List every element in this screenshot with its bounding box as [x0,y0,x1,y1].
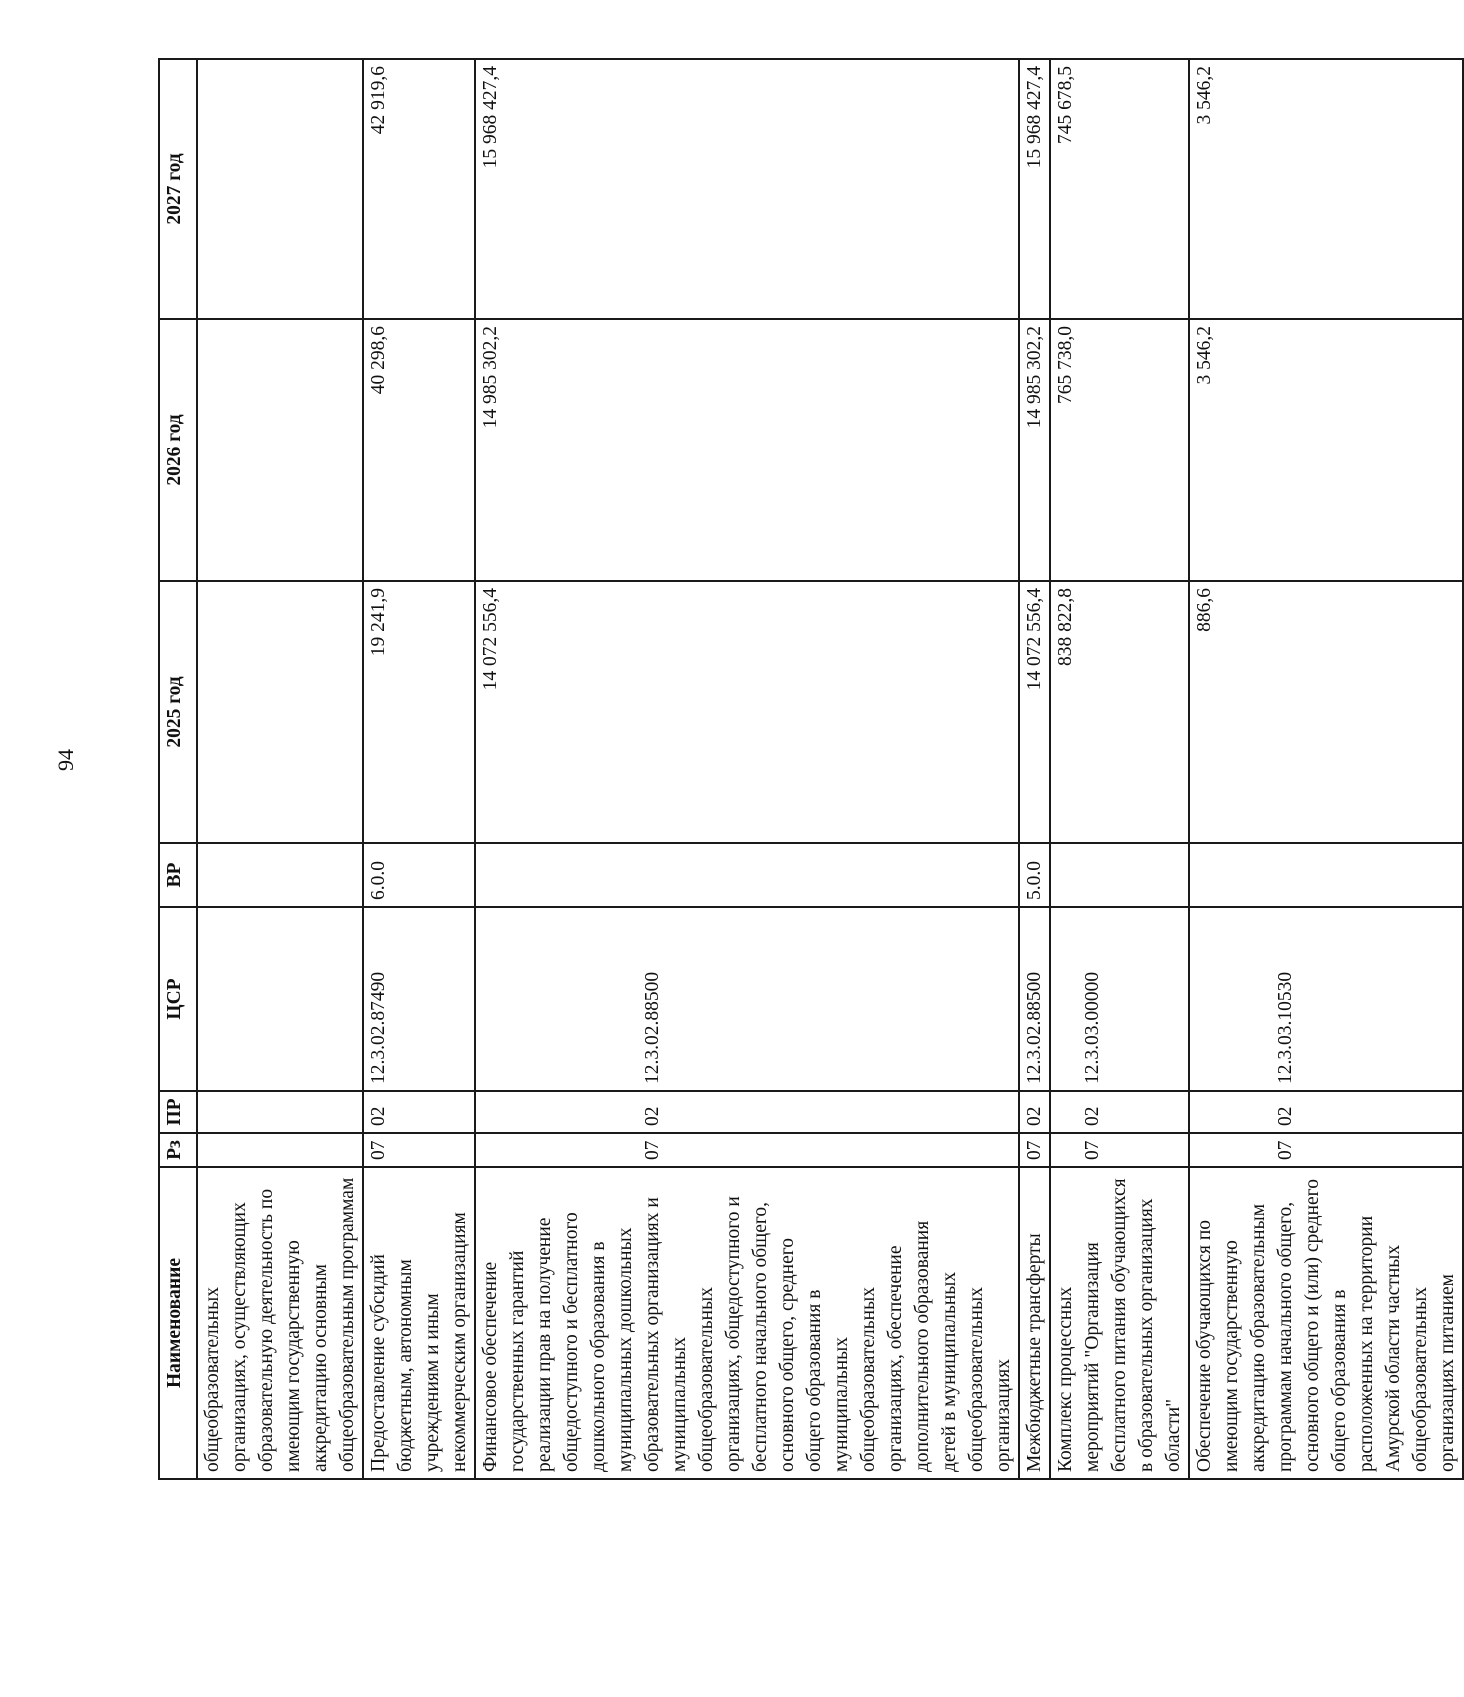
cell-2025: 838 822,8 [1050,581,1189,843]
cell-2026: 14 985 302,2 [475,319,1019,581]
table-row [1189,59,1463,1479]
rotated-page [53,60,1458,1480]
cell-csr-text: 12.3.02.88500 [642,971,663,1084]
cell-pr [475,1091,1019,1133]
cell-pr: 02 [363,1091,475,1133]
header-2025: 2025 год [159,581,197,843]
page-number: 94 [53,749,78,771]
cell-vr: 5.0.0 [1019,843,1050,907]
cell-rz-text: 07 [1275,1140,1296,1160]
cell-csr [1189,907,1463,1091]
cell-pr [197,1091,363,1133]
cell-name: Обеспечение обучающихся по имеющим государственную аккредитацию образовательным программам начального общего, основного общего и (или) среднего общего образования в расположенных на территории Амурской области частных общеобразовательных организациях питанием [1189,1167,1463,1479]
cell-2027: 15 968 427,4 [475,59,1019,319]
header-rz: Рз [159,1133,197,1167]
cell-name: Финансовое обеспечение государственных гарантий реализации прав на получение общедоступного и бесплатного дошкольного образования в муниципальных дошкольных образовательных организациях и муниципальных общеобразовательных организациях, общедоступного и бесплатного начального общего, основного общего, среднего общего образования в муниципальных общеобразовательных организациях, обеспечение дополнительного образования детей в муниципальных общеобразовательных организациях [475,1167,1019,1479]
cell-name: Межбюджетные трансферты [1019,1167,1050,1479]
cell-2025: 14 072 556,4 [1019,581,1050,843]
cell-2027: 42 919,6 [363,59,475,319]
table-header-row [159,59,197,1479]
cell-csr: 12.3.02.88500 [1019,907,1050,1091]
cell-2027: 745 678,5 [1050,59,1189,319]
cell-pr [1189,1091,1463,1133]
cell-csr-text: 12.3.03.10530 [1275,971,1296,1084]
cell-2026: 765 738,0 [1050,319,1189,581]
header-vr: ВР [159,843,197,907]
cell-2025: 14 072 556,4 [475,581,1019,843]
cell-2027 [197,59,363,319]
cell-vr [197,843,363,907]
cell-2025: 19 241,9 [363,581,475,843]
cell-csr [197,907,363,1091]
cell-rz: 07 [1019,1133,1050,1167]
cell-vr [1050,843,1189,907]
cell-rz: 07 [363,1133,475,1167]
cell-vr [1189,843,1463,907]
table-row [1019,59,1050,1479]
cell-2026: 40 298,6 [363,319,475,581]
header-2026: 2026 год [159,319,197,581]
cell-pr-text: 02 [1275,1106,1296,1126]
cell-rz [1189,1133,1463,1167]
cell-2026: 14 985 302,2 [1019,319,1050,581]
cell-name: Комплекс процессных мероприятий "Организация бесплатного питания обучающихся в образовательных организациях области" [1050,1167,1189,1479]
cell-csr [1050,907,1189,1091]
cell-2026 [197,319,363,581]
cell-2025 [197,581,363,843]
cell-rz [197,1133,363,1167]
cell-pr-text: 02 [642,1106,663,1126]
cell-2027: 3 546,2 [1189,59,1463,319]
header-csr: ЦСР [159,907,197,1091]
cell-2025: 886,6 [1189,581,1463,843]
cell-vr [475,843,1019,907]
cell-vr: 6.0.0 [363,843,475,907]
budget-table [158,58,1464,1480]
cell-rz [475,1133,1019,1167]
table-row [197,59,363,1479]
cell-rz [1050,1133,1189,1167]
table-row [363,59,475,1479]
cell-rz-text: 07 [1082,1140,1103,1160]
cell-csr [475,907,1019,1091]
cell-2026: 3 546,2 [1189,319,1463,581]
cell-name: общеобразовательных организациях, осуществляющих образовательную деятельность по имеющим государственную аккредитацию основным общеобразовательным программам [197,1167,363,1479]
cell-csr-text: 12.3.03.00000 [1082,971,1103,1084]
cell-pr [1050,1091,1189,1133]
header-pr: ПР [159,1091,197,1133]
cell-pr: 02 [1019,1091,1050,1133]
cell-2027: 15 968 427,4 [1019,59,1050,319]
cell-name: Предоставление субсидий бюджетным, автономным учреждениям и иным некоммерческим организациям [363,1167,475,1479]
table-row [1050,59,1189,1479]
header-name: Наименование [159,1167,197,1479]
cell-rz-text: 07 [642,1140,663,1160]
table-row [475,59,1019,1479]
cell-pr-text: 02 [1082,1106,1103,1126]
cell-csr: 12.3.02.87490 [363,907,475,1091]
header-2027: 2027 год [159,59,197,319]
